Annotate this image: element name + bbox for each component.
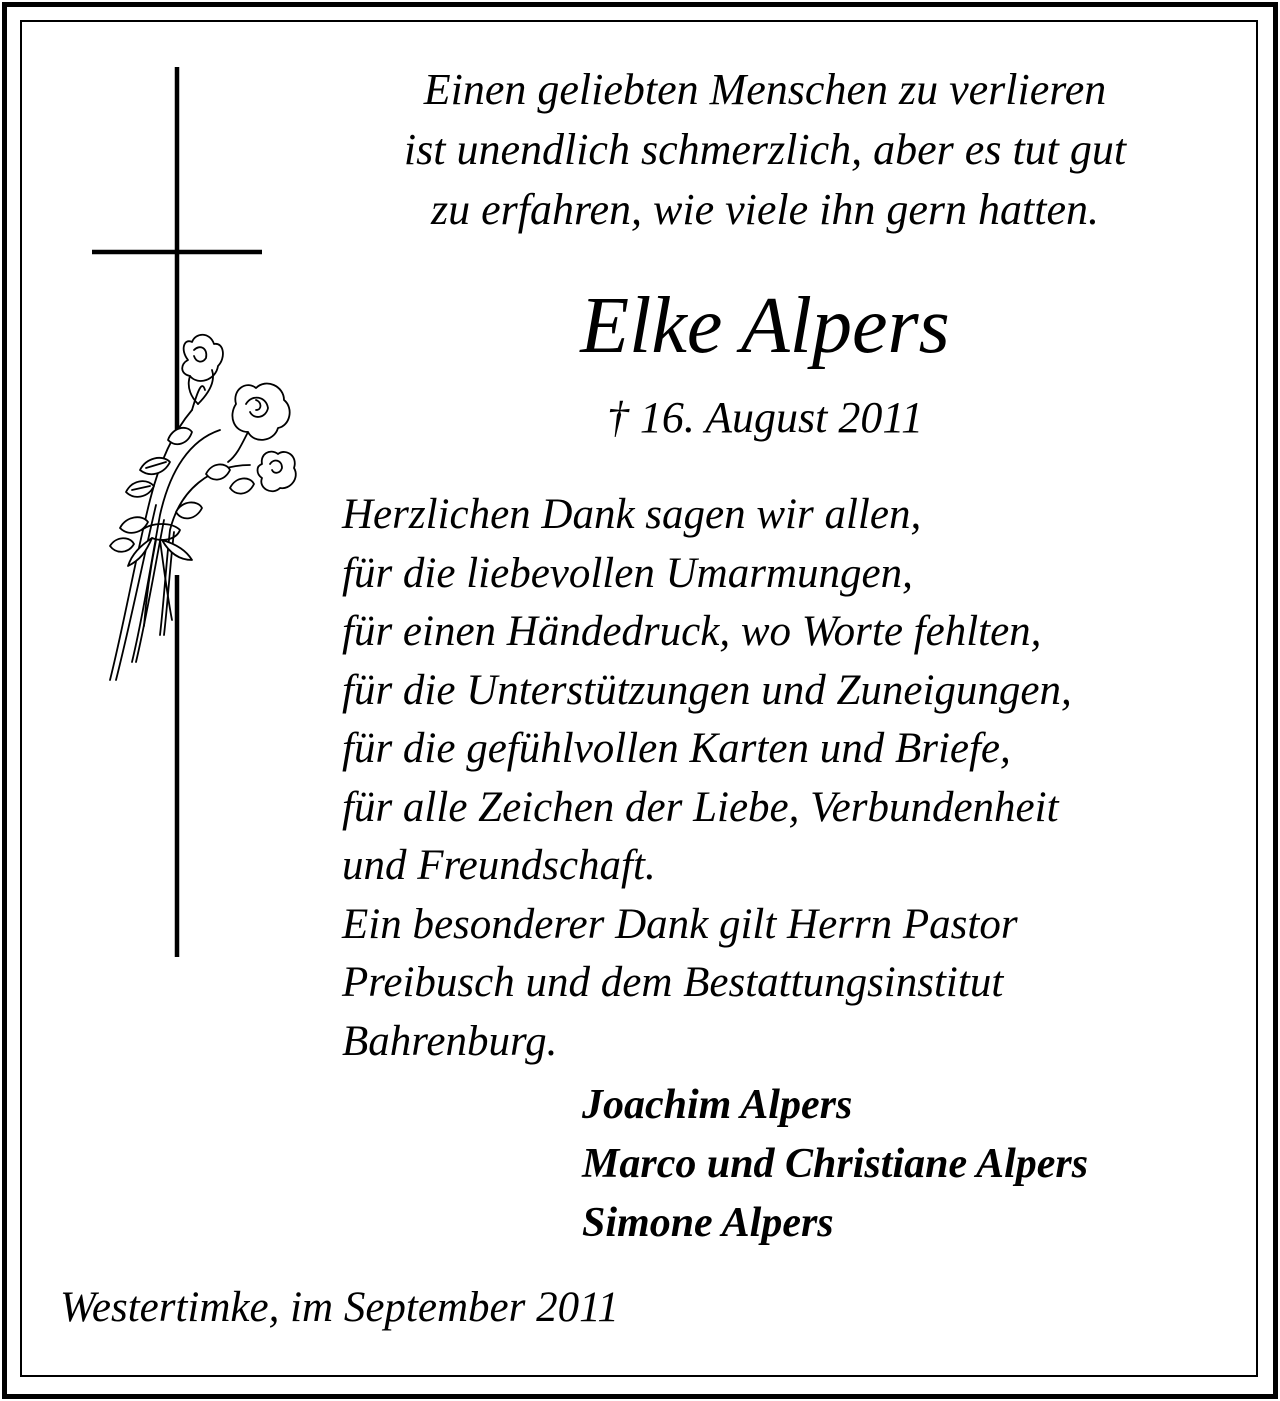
signer-name: Marco und Christiane Alpers: [582, 1141, 1089, 1187]
thanks-text: [342, 486, 1222, 1071]
motto: [330, 60, 1200, 240]
thanks-line: Preibusch und dem Bestattungsinstitut: [342, 959, 1004, 1006]
roses-icon: [110, 335, 296, 680]
signers: [582, 1076, 1242, 1253]
thanks-line: für alle Zeichen der Liebe, Verbundenheit: [342, 783, 1059, 831]
death-date: † 16. August 2011: [606, 393, 924, 442]
signer-name: Simone Alpers: [582, 1200, 834, 1246]
thanks-line: Ein besonderer Dank gilt Herrn Pastor: [342, 900, 1018, 948]
motto-line: Einen geliebten Menschen zu verlieren: [423, 65, 1107, 114]
thanks-line: für die gefühlvollen Karten und Briefe,: [342, 725, 1011, 772]
thanks-line: für die liebevollen Umarmungen,: [342, 549, 913, 597]
deceased-name: Elke Alpers: [580, 282, 950, 370]
thanks-line: für die Unterstützungen und Zuneigungen,: [342, 666, 1072, 714]
thanks-line: für einen Händedruck, wo Worte fehlten,: [342, 608, 1042, 655]
motto-line: zu erfahren, wie viele ihn gern hatten.: [430, 185, 1099, 234]
thanks-line: Bahrenburg.: [342, 1017, 558, 1065]
thanks-line: und Freundschaft.: [342, 842, 656, 889]
thanks-line: Herzlichen Dank sagen wir allen,: [342, 491, 922, 538]
place-date: Westertimke, im September 2011: [60, 1284, 619, 1331]
cross-with-roses-icon: [80, 60, 310, 970]
motto-line: ist unendlich schmerzlich, aber es tut gut: [403, 125, 1127, 174]
signer-name: Joachim Alpers: [582, 1082, 853, 1128]
